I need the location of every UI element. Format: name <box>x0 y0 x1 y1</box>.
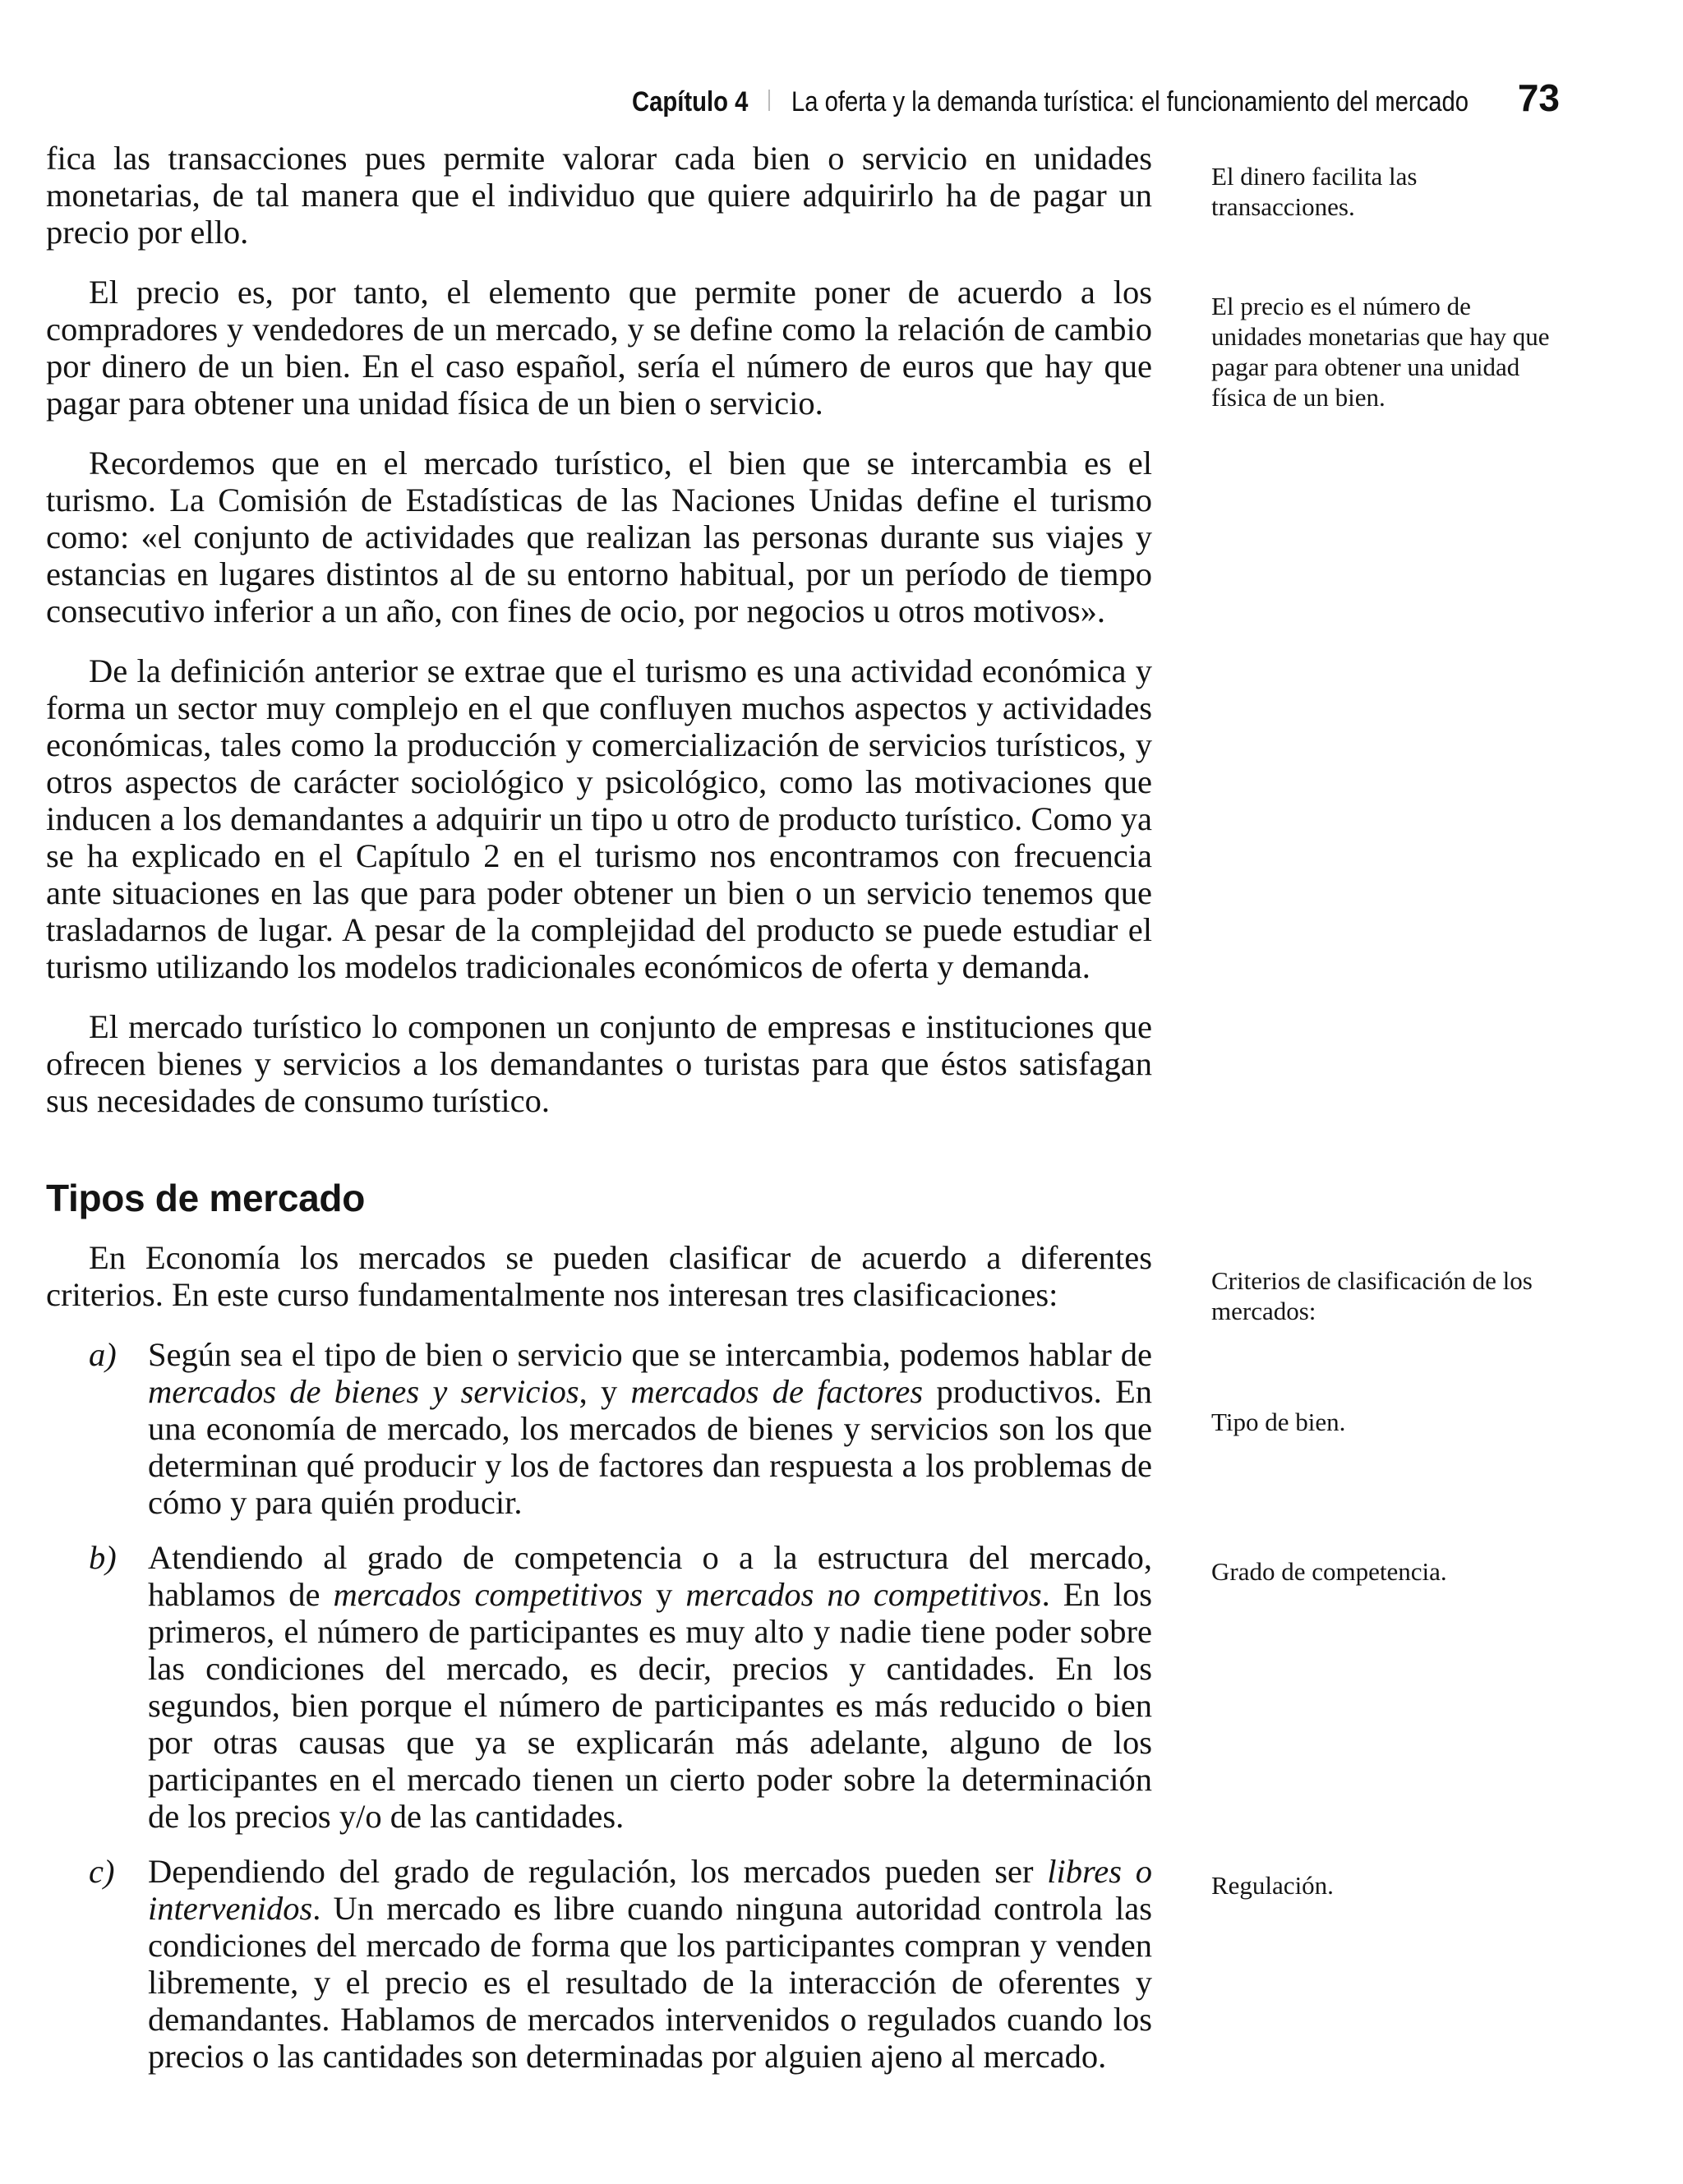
chapter-title: La oferta y la demanda turística: el funcionamiento del mercado <box>791 86 1469 117</box>
list-text: Según sea el tipo de bien o servicio que se intercambia, podemos hablar de <box>148 1336 1152 1373</box>
list-text: , y <box>579 1373 631 1410</box>
paragraph-2: El precio es, por tanto, el elemento que permite poner de acuerdo a los compradores y vendedores de un mercado, y se define como la relación de cambio por dinero de un bien. En el caso español, sería el número de euros que hay que pagar para obtener una unidad física de un bien o servicio. <box>46 274 1152 422</box>
list-text: Dependiendo del grado de regulación, los mercados pueden ser <box>148 1853 1048 1890</box>
margin-note-money: El dinero facilita las transacciones. <box>1211 162 1418 221</box>
list-item <box>46 1539 1152 1835</box>
list-text: . En los primeros, el número de participantes es muy alto y nadie tiene poder sobre las condiciones del mercado, es decir, precios y cantidades. En los segundos, bien porque el número de participantes es más reducido o bien por otras causas que ya se explicarán más adelante, alguno de los participantes en el mercado tienen un cierto poder sobre la determinación de los precios y/o de las cantidades. <box>148 1576 1152 1835</box>
list-marker: b) <box>89 1539 117 1576</box>
section-heading: Tipos de mercado <box>46 1177 366 1219</box>
chapter-label: Capítulo 4 <box>632 86 749 117</box>
margin-note-criteria: Criterios de clasificación de los mercados: <box>1211 1266 1533 1325</box>
list-item <box>46 1336 1152 1521</box>
margin-note-good-type: Tipo de bien. <box>1211 1408 1346 1436</box>
list-emphasis: mercados de bienes y servicios <box>148 1373 579 1410</box>
margin-note-regulation: Regulación. <box>1211 1871 1334 1900</box>
list-text: productivos. En una economía de mercado, los mercados de bienes y servicios son los que determinan qué producir y los de factores dan respuesta a los problemas de cómo y para quién producir. <box>148 1373 1152 1521</box>
margin-note-competition: Grado de competencia. <box>1211 1557 1447 1586</box>
main-text-column <box>46 140 1152 2093</box>
paragraph-3: Recordemos que en el mercado turístico, el bien que se intercambia es el turismo. La Comisión de Estadísticas de las Naciones Unidas define el turismo como: «el conjunto de actividades que realizan las personas durante sus viajes y estancias en lugares distintos al de su entorno habitual, por un período de tiempo consecutivo inferior a un año, con fines de ocio, por negocios u otros motivos». <box>46 445 1152 629</box>
list-text: Atendiendo al grado de competencia o a la estructura del mercado, hablamos de <box>148 1539 1152 1613</box>
list-marker: a) <box>89 1336 117 1373</box>
list-text: . Un mercado es libre cuando ninguna autoridad controla las condiciones del mercado de forma que los participantes compran y venden libremente, y el precio es el resultado de la interacción de oferentes y demandantes. Hablamos de mercados intervenidos o regulados cuando los precios o las cantidades son determinadas por alguien ajeno al mercado. <box>148 1890 1152 2075</box>
running-header <box>613 76 1560 120</box>
page-number: 73 <box>1517 76 1560 119</box>
margin-note-price: El precio es el número de unidades monetarias que hay que pagar para obtener una unidad física de un bien. <box>1211 292 1550 412</box>
paragraph-5: El mercado turístico lo componen un conjunto de empresas e instituciones que ofrecen bienes y servicios a los demandantes o turistas para que éstos satisfagan sus necesidades de consumo turístico. <box>46 1008 1152 1119</box>
paragraph-4: De la definición anterior se extrae que el turismo es una actividad económica y forma un sector muy complejo en el que confluyen muchos aspectos y actividades económicas, tales como la producción y comercialización de servicios turísticos, y otros aspectos de carácter sociológico y psicológico, como las motivaciones que inducen a los demandantes a adquirir un tipo u otro de producto turístico. Como ya se ha explicado en el Capítulo 2 en el turismo nos encontramos con frecuencia ante situaciones en las que para poder obtener un bien o un servicio tenemos que trasladarnos de lugar. A pesar de la complejidad del producto se puede estudiar el turismo utilizando los modelos tradicionales económicos de oferta y demanda. <box>46 652 1152 985</box>
classification-list <box>46 1336 1152 2075</box>
list-emphasis: mercados de factores <box>630 1373 924 1410</box>
list-emphasis: mercados no competitivos <box>685 1576 1042 1613</box>
list-text: y <box>643 1576 686 1613</box>
list-marker: c) <box>89 1853 115 1890</box>
list-emphasis: mercados competitivos <box>333 1576 643 1613</box>
paragraph-1: fica las transacciones pues permite valorar cada bien o servicio en unidades monetarias, de tal manera que el individuo que quiere adquirirlo ha de pagar un precio por ello. <box>46 140 1152 251</box>
header-divider <box>768 90 770 111</box>
list-item <box>46 1853 1152 2075</box>
list-emphasis: libres o intervenidos <box>148 1853 1152 1927</box>
section-intro: En Economía los mercados se pueden clasificar de acuerdo a diferentes criterios. En este curso fundamentalmente nos interesan tres clasificaciones: <box>46 1239 1152 1313</box>
